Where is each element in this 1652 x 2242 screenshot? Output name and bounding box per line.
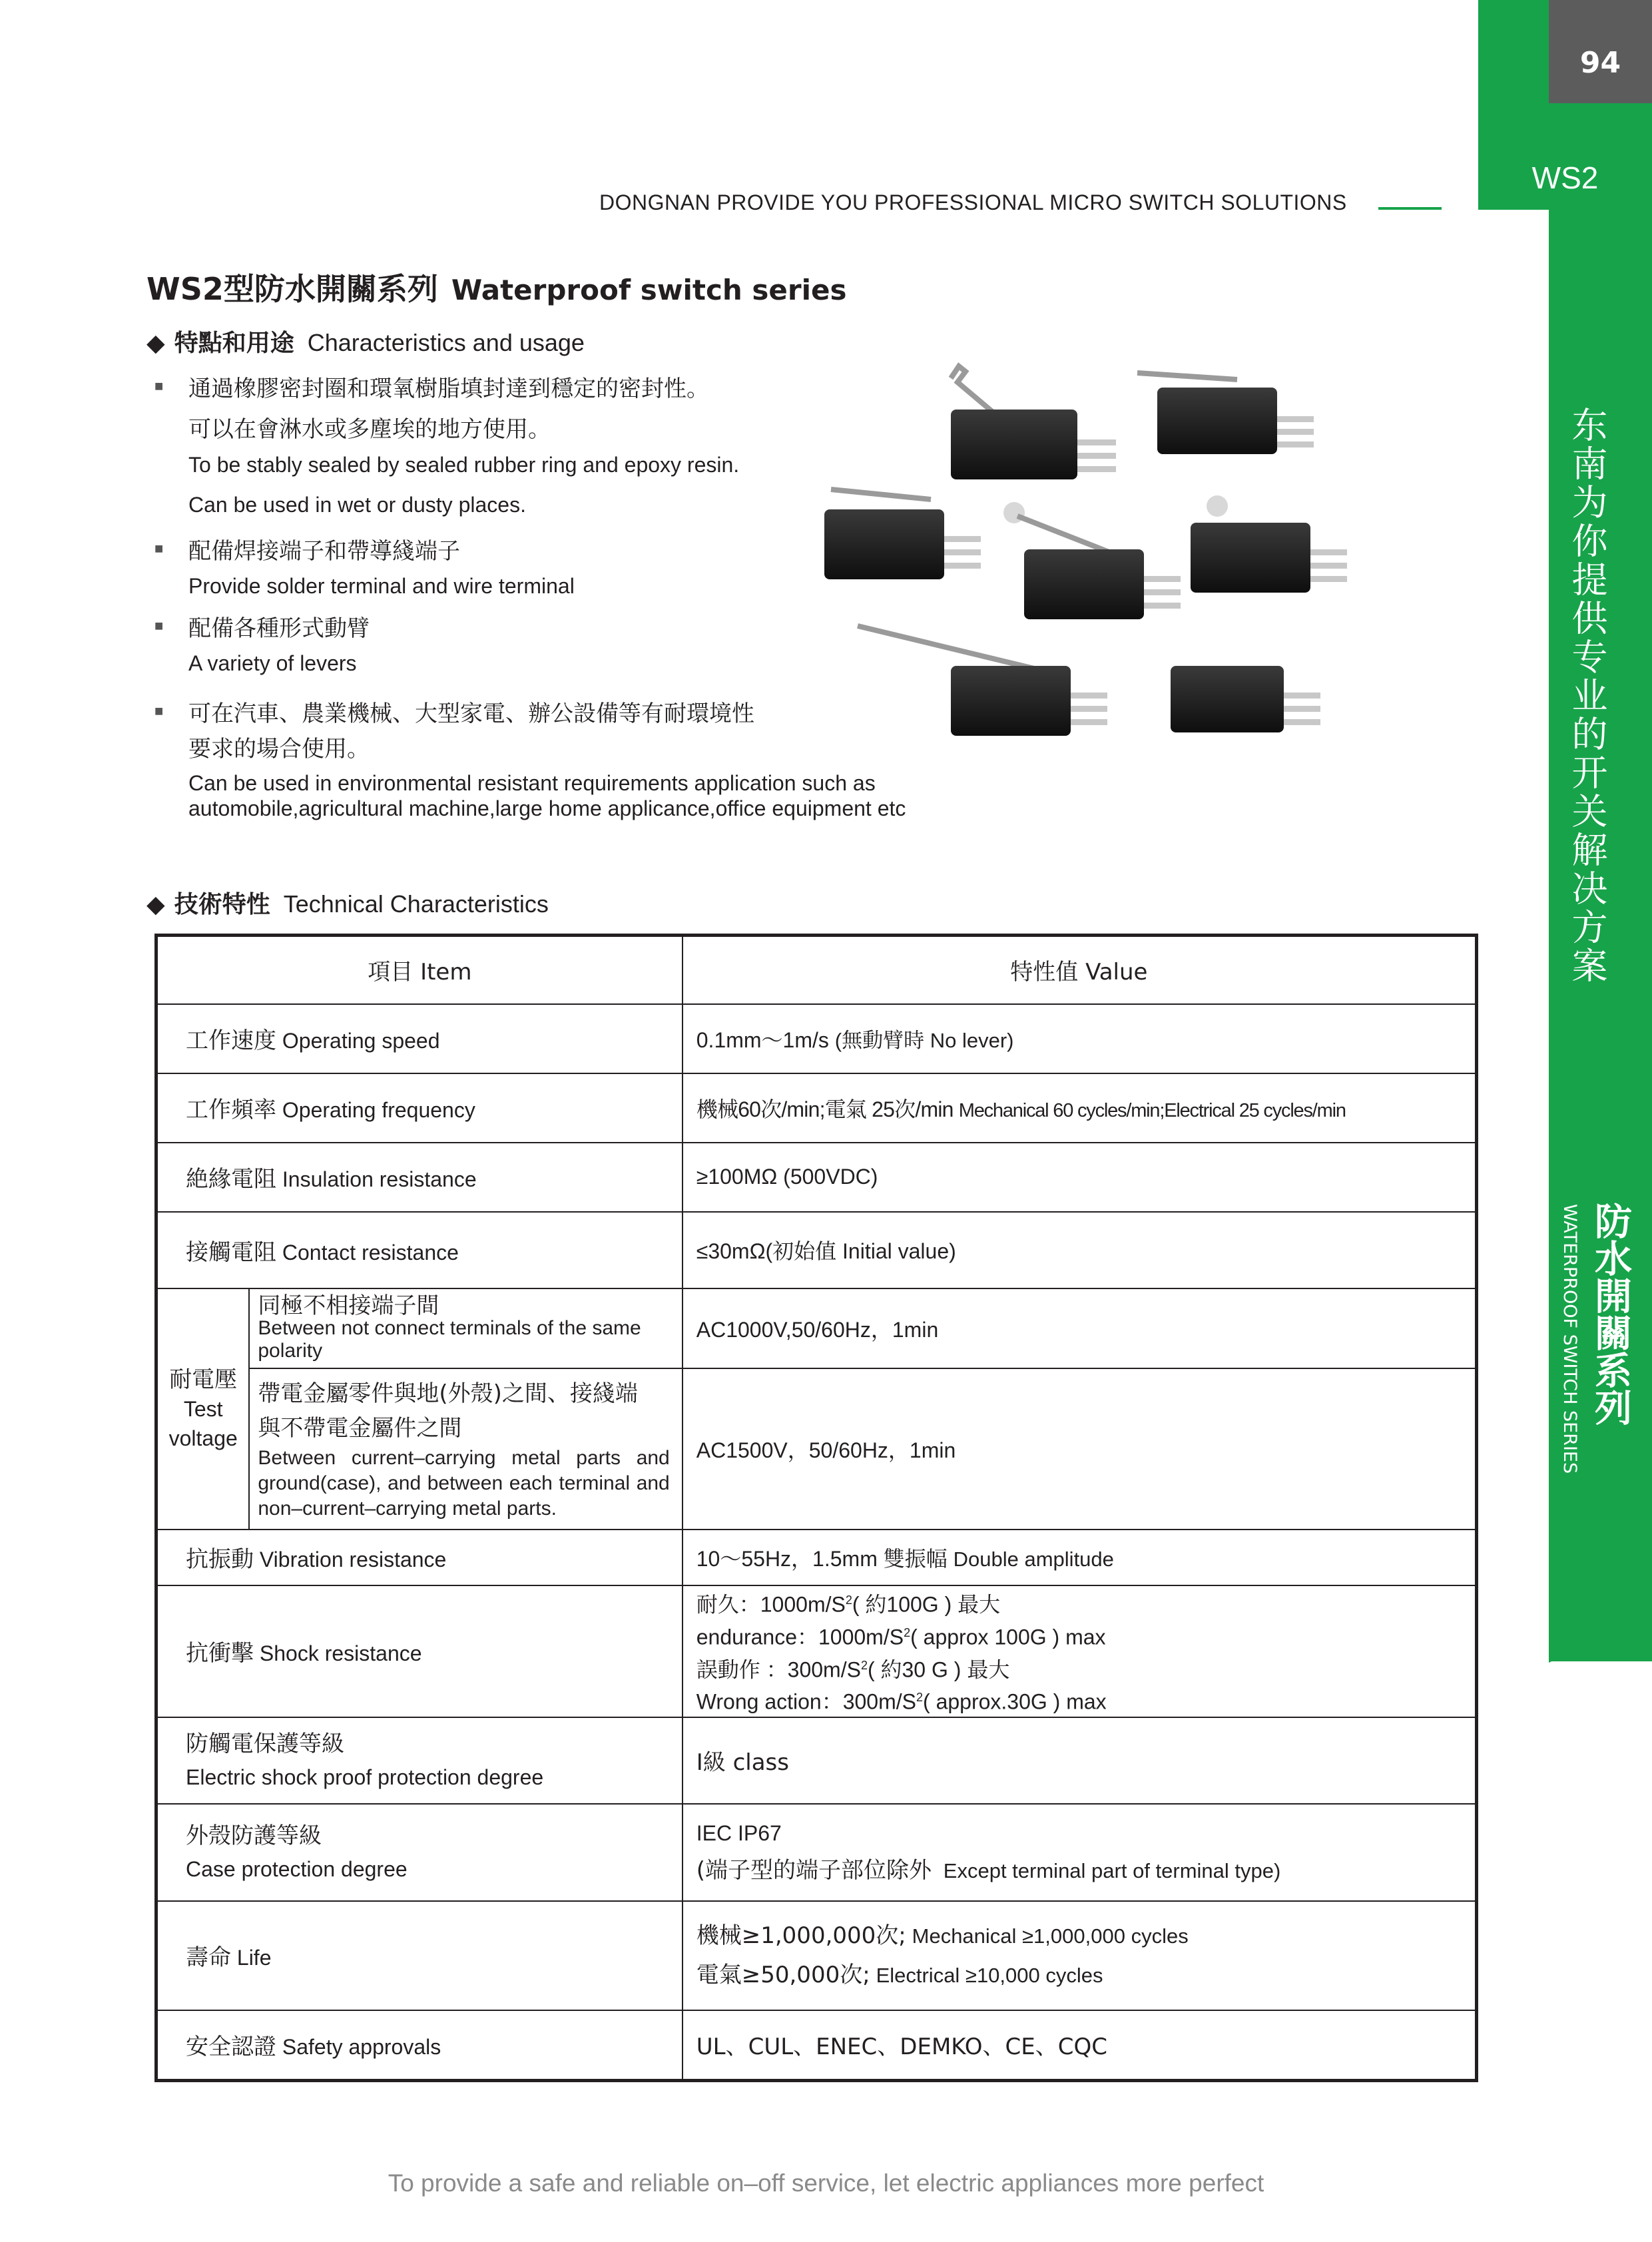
label-en: Between current–carrying metal parts and ground(case), and between each terminal and non–current–carrying metal parts. (258, 1446, 670, 1520)
value-en: Mechanical ≥1,000,000 cycles (912, 1924, 1189, 1948)
shock-text: endurance：1000m/S (696, 1625, 904, 1649)
label-zh: 接觸電阻 (186, 1239, 276, 1266)
row-label (156, 1585, 683, 1717)
table-row (156, 1073, 1477, 1143)
title-zh: WS2型防水開關系列 (146, 271, 438, 307)
characteristics-heading (146, 324, 585, 358)
label-zh2: 與不帶電金屬件之間 (258, 1414, 462, 1442)
technical-heading (146, 886, 549, 920)
label-en: Vibration resistance (259, 1547, 447, 1571)
value-line-1: IEC IP67 (696, 1821, 782, 1845)
label-en: Shock resistance (259, 1641, 422, 1665)
voltage-label-en2: voltage (168, 1426, 238, 1450)
shock-text: Wrong action：300m/S (696, 1689, 916, 1714)
value-main: 10～55Hz，1.5mm 雙振幅 (696, 1546, 948, 1571)
char-3-zh1: 配備各種形式動臂 (188, 615, 370, 642)
header-value: 特性值 Value (683, 936, 1477, 1004)
label-zh1: 帶電金屬零件與地(外殼)之間、接綫端 (258, 1380, 638, 1407)
row-value (683, 1585, 1477, 1717)
table-row (156, 1288, 1477, 1368)
char-1-en1: To be stably sealed by sealed rubber ring and epoxy resin. (188, 453, 740, 477)
row-value (683, 1804, 1477, 1901)
switch-2 (1137, 373, 1314, 454)
char-4-zh2: 要求的場合使用。 (188, 736, 370, 762)
product-photo (818, 360, 1370, 759)
label-zh: 抗衝擊 (186, 1640, 254, 1667)
title-en: Waterproof switch series (451, 274, 847, 306)
switch-3 (824, 489, 981, 579)
label-zh: 壽命 (186, 1944, 231, 1971)
value-en: Except terminal part of terminal type) (943, 1859, 1281, 1882)
tagline: DONGNAN PROVIDE YOU PROFESSIONAL MICRO SWITCH SOLUTIONS (599, 190, 1347, 214)
row-value: ≤30mΩ(初始值 Initial value) (683, 1212, 1477, 1288)
side-series-zh: 防水開關系列 (1589, 1202, 1632, 1426)
label-zh: 外殼防護等級 (186, 1822, 322, 1849)
shock-text: ( approx 100G ) max (910, 1625, 1106, 1649)
label-en: Contact resistance (282, 1240, 459, 1264)
char-2-zh1: 配備焊接端子和帶導綫端子 (188, 538, 460, 565)
square-bullet-icon: ■ (154, 378, 164, 394)
tagline-rule (1378, 207, 1442, 210)
value-note: Double amplitude (953, 1547, 1114, 1571)
row-value (683, 1073, 1477, 1143)
value-en: Electrical ≥10,000 cycles (876, 1963, 1103, 1987)
label-zh: 防觸電保護等級 (186, 1730, 344, 1757)
table-header-row (156, 936, 1477, 1004)
series-tab: WS2 (1531, 160, 1599, 195)
side-series-en: WATERPROOF SWITCH SERIES (1559, 1204, 1580, 1474)
char-3-en1: A variety of levers (188, 651, 357, 675)
shock-text: ( 約30 G ) 最大 (867, 1657, 1010, 1682)
row-value: UL、CUL、ENEC、DEMKO、CE、CQC (683, 2010, 1477, 2081)
voltage-label-zh: 耐電壓 (169, 1366, 238, 1393)
voltage-label-en1: Test (183, 1396, 223, 1421)
row-label (156, 1804, 683, 1901)
superscript: 2 (860, 1658, 868, 1672)
characteristics-heading-zh: 特點和用途 (174, 330, 294, 357)
superscript: 2 (916, 1691, 924, 1705)
square-bullet-icon: ■ (154, 617, 164, 634)
shock-line-3 (696, 1651, 1475, 1684)
table-row (156, 1212, 1477, 1288)
switch-1 (951, 366, 1116, 479)
switch-4 (1003, 502, 1181, 619)
row-value: AC1000V,50/60Hz，1min (683, 1288, 1477, 1368)
footer-slogan: To provide a safe and reliable on–off service, let electric appliances more perfect (388, 2169, 1264, 2197)
label-zh: 絶緣電阻 (186, 1166, 276, 1193)
label-en: Case protection degree (186, 1856, 408, 1881)
switch-6 (858, 626, 1107, 736)
table-row (156, 1004, 1477, 1073)
row-label (156, 2010, 683, 2081)
char-1-zh2: 可以在會淋水或多塵埃的地方使用。 (188, 416, 551, 443)
diamond-icon: ◆ (146, 890, 165, 918)
row-label (156, 1004, 683, 1073)
row-value: ≥100MΩ (500VDC) (683, 1143, 1477, 1212)
shock-text: 耐久：1000m/S (696, 1592, 846, 1617)
row-label (156, 1212, 683, 1288)
label-en: Life (236, 1946, 272, 1970)
table-row (156, 2010, 1477, 2081)
shock-line-1 (696, 1586, 1475, 1619)
value-zh: (端子型的端子部位除外 (696, 1857, 932, 1884)
row-value: Ⅰ級 class (683, 1717, 1477, 1804)
label-en: Safety approvals (282, 2035, 441, 2060)
char-4-en1: Can be used in environmental resistant requirements application such as (188, 771, 876, 795)
voltage-label (156, 1288, 250, 1530)
char-1-en2: Can be used in wet or dusty places. (188, 493, 526, 517)
row-label (156, 1901, 683, 2010)
row-label (156, 1717, 683, 1804)
row-value (683, 1004, 1477, 1073)
label-zh: 抗振動 (186, 1546, 254, 1573)
label-en: Insulation resistance (282, 1167, 477, 1191)
switch-7 (1171, 666, 1320, 732)
side-band-tip (1549, 1615, 1652, 1675)
label-en: Between not connect terminals of the same polarity (258, 1316, 641, 1362)
page-title (146, 265, 847, 309)
side-vertical-slogan: 东南为你提供专业的开关解决方案 (1566, 406, 1608, 985)
char-4-en2: automobile,agricultural machine,large home applicance,office equipment etc (188, 796, 906, 820)
label-zh: 同極不相接端子間 (258, 1292, 439, 1319)
label-zh: 安全認證 (186, 2034, 276, 2061)
shock-text: 誤動作 ：300m/S (696, 1657, 861, 1682)
label-en: Electric shock proof protection degree (186, 1765, 544, 1789)
header-item: 項目 Item (156, 936, 683, 1004)
characteristics-heading-en: Characteristics and usage (307, 329, 585, 356)
label-en: Operating speed (282, 1029, 440, 1053)
table-row (156, 1530, 1477, 1585)
row-label (156, 1073, 683, 1143)
table-row (156, 1143, 1477, 1212)
row-label (156, 1143, 683, 1212)
value-note: Mechanical 60 cycles/min;Electrical 25 cycles/min (958, 1099, 1346, 1121)
table-row (156, 1717, 1477, 1804)
label-zh: 工作速度 (186, 1027, 276, 1054)
value-main: 機械60次/min;電氣 25次/min (696, 1097, 954, 1121)
superscript: 2 (845, 1593, 852, 1607)
label-en: Operating frequency (282, 1098, 475, 1122)
square-bullet-icon: ■ (154, 702, 164, 719)
shock-text: ( approx.30G ) max (923, 1689, 1107, 1714)
switch-5 (1191, 495, 1347, 593)
technical-heading-en: Technical Characteristics (283, 890, 549, 918)
superscript: 2 (904, 1625, 911, 1639)
voltage-b-label (249, 1368, 682, 1530)
shock-line-2 (696, 1619, 1475, 1651)
row-value (683, 1530, 1477, 1585)
row-value (683, 1901, 1477, 2010)
voltage-a-label (249, 1288, 682, 1368)
square-bullet-icon: ■ (154, 540, 164, 557)
char-2-en1: Provide solder terminal and wire terminal (188, 574, 575, 598)
row-value: AC1500V，50/60Hz，1min (683, 1368, 1477, 1530)
page-number: 94 (1549, 0, 1652, 103)
diamond-icon: ◆ (146, 329, 165, 356)
technical-heading-zh: 技術特性 (174, 891, 270, 918)
shock-line-4 (696, 1683, 1475, 1716)
value-main: 0.1mm～1m/s (696, 1027, 829, 1052)
spec-table (154, 934, 1478, 2082)
shock-text: ( 約100G ) 最大 (852, 1592, 1001, 1617)
char-4-zh1: 可在汽車、農業機械、大型家電、辦公設備等有耐環境性 (188, 701, 754, 727)
table-row (156, 1901, 1477, 2010)
table-row (156, 1368, 1477, 1530)
table-row (156, 1585, 1477, 1717)
value-zh: 機械≥1,000,000次; (696, 1922, 906, 1949)
label-zh: 工作頻率 (186, 1097, 276, 1123)
char-1-zh1: 通過橡膠密封圈和環氧樹脂填封達到穩定的密封性。 (188, 376, 709, 402)
value-note: (無動臂時 No lever) (834, 1028, 1014, 1052)
value-zh: 電氣≥50,000次; (696, 1961, 870, 1988)
row-label (156, 1530, 683, 1585)
table-row (156, 1804, 1477, 1901)
